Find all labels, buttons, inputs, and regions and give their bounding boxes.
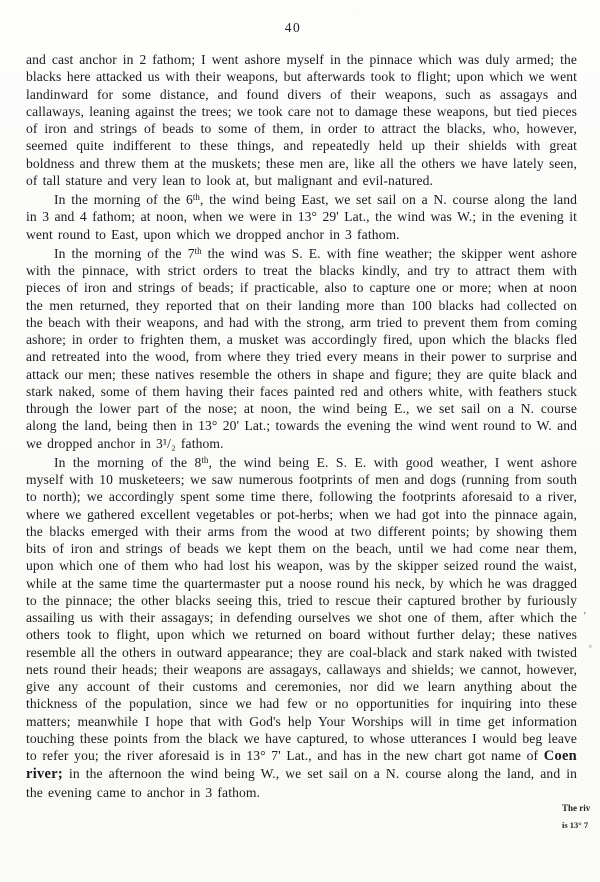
ink-speck: · <box>352 10 355 19</box>
paragraph-4 <box>26 452 577 801</box>
page-number: 40 <box>284 20 302 35</box>
text-run: In the morning of the 6 <box>54 192 193 207</box>
paragraph-2 <box>26 189 577 243</box>
margin-note-line-1: The riv <box>562 803 591 813</box>
paragraph-1 <box>26 51 577 189</box>
text-run: In the morning of the 7 <box>54 245 195 261</box>
bold-text-run: Coen river; <box>26 748 577 783</box>
text-run: the wind was S. E. with fine weather; the skipper went ashore with the pinnace, with strict orders to treat the blacks kindly, and try to attract them with pieces of iron and strings of beads; if practicable, also to capture one or more; when at noon the men returned, they reported that on their landing more than 100 blacks had collected on the beach with their weapons, and had with the strong, arm tried to prevent them from coming ashore; in order to frighten them, a musket was accordingly fired, upon which the blacks fled and retreated into the wood, from where they tried every means in their power to surprise and attack our men; these natives resemble the others in shape and figure; they are quite black and stark naked, some of them having their faces painted red and others white, with feathers stuck through the lower part of the nose; at noon, the wind being E., we set sail on a N. course along the land, being then in 13° 20' Lat.; towards the evening the wind went round to W. and we dropped anchor in 3¹/₂ fathom. <box>26 245 577 451</box>
text-run: and cast anchor in 2 fathom; I went ashore myself in the pinnace which was duly armed; the blacks here attacked us with their weapons, but afterwards took to flight; upon which we went landinward for some distance, and found divers of their weapons, such as assagays and callaways, leaning against the trees; we took care not to damage these weapons, but tied pieces of iron and strings of beads to some of them, in order to attract the blacks, who, however, seemed quite indifferent to these things, and repeatedly held up their shields with great boldness and threw them at the muskets; these men are, like all the others we have lately seen, of tall stature and very lean to look at, but malignant and evil-natured. <box>26 52 577 188</box>
ordinal-superscript: th <box>201 454 209 465</box>
ink-speck: ’ <box>583 611 587 622</box>
ordinal-superscript: th <box>194 245 202 256</box>
text-run: , the wind being East, we set sail on a N. course along the land in 3 and 4 fathom; at noon, when we were in 13° 29' Lat., the wind was W.; in the evening it went round to East, upon which we dropped anchor in 3 fathom. <box>26 192 578 242</box>
text-run: in the afternoon the wind being W., we set sail on a N. course along the land, and in the evening came to anchor in 3 fathom. <box>26 766 577 800</box>
margin-note-line-2: is 13° 7 <box>562 820 589 830</box>
text-run: , the wind being E. S. E. with good weather, I went ashore myself with 10 musketeers; we saw numerous footprints of men and dogs (running from south to north); we accordingly spent some time there, following the footprints aforesaid to a river, where we gathered excellent vegetables or pot-herbs; when we had got into the pinnace again, the blacks emerged with their arms from the wood at two different points; by showing them bits of iron and strings of beads we kept them on the beach, until we had come near them, upon which one of them who had lost his weapon, was by the skipper seized round the waist, while at the same time the quartermaster put a noose round his neck, by which he was dragged to the pinnace; the other blacks seeing this, tried to rescue their captured brother by furiously assailing us with their assagays; in defending ourselves we shot one of them, after which the others took to flight, upon which we returned on board without further delay; these natives resemble all the others in outward appearance; they are coal-black and stark naked with twisted nets round their heads; their weapons are assagays, callaways and shields; we cannot, however, give any account of their customs and ceremonies, nor did we learn anything about the thickness of the population, since we had few or no opportunities for inquiring into these matters; meanwhile I hope that with God's help Your Worships will in time get information touching these points from the black we have captured, to whose utterances I would beg leave to refer you; the river aforesaid is in 13° 7' Lat., and has in the new chart got name of <box>26 454 577 763</box>
margin-note <box>562 800 600 834</box>
page-text <box>26 51 577 801</box>
text-run: In the morning of the 8 <box>54 454 202 470</box>
ink-speck: × <box>588 642 593 651</box>
ordinal-superscript: th <box>192 192 200 202</box>
paragraph-3 <box>26 243 577 452</box>
